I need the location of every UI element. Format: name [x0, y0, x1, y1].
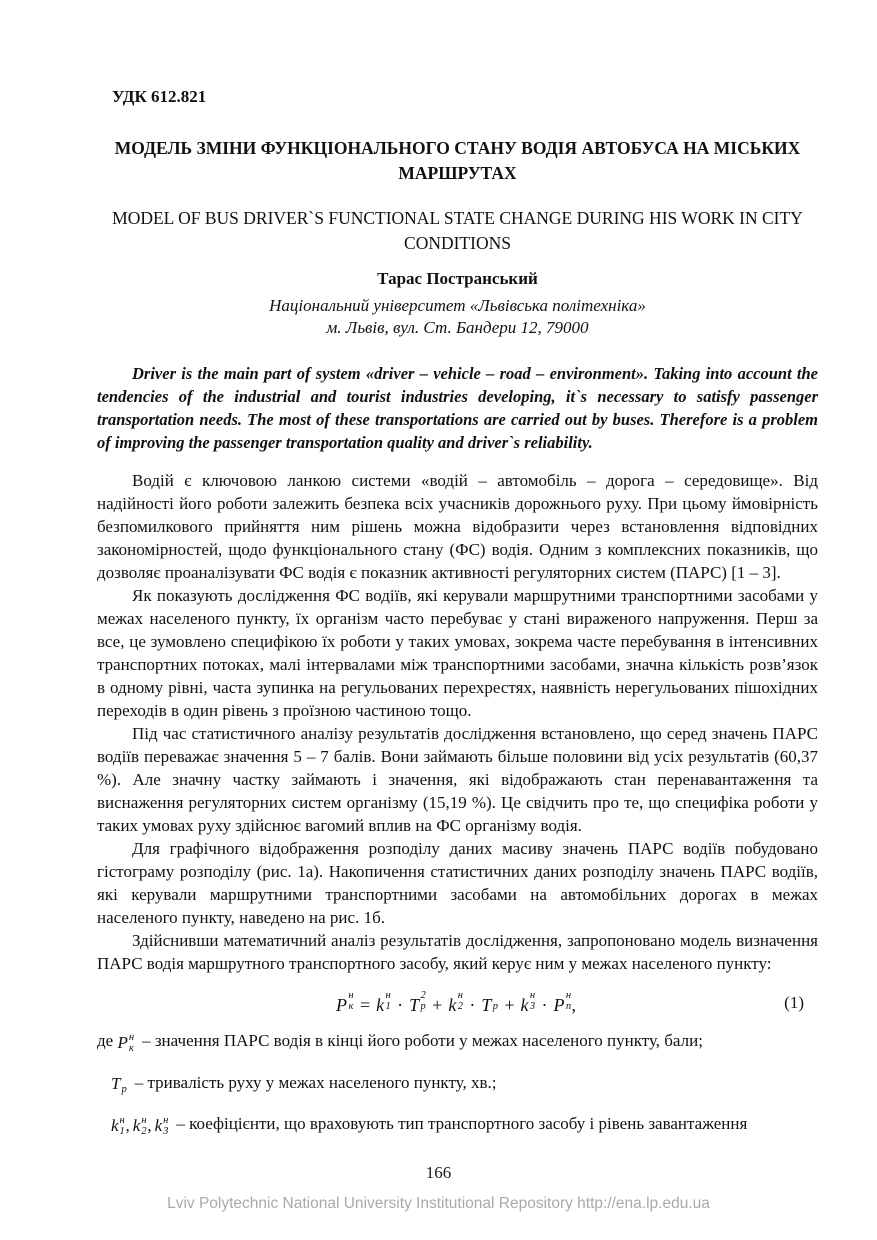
definition-text: – тривалість руху у межах населеного пункту, хв.; [134, 1072, 497, 1092]
affiliation-address: м. Львів, вул. Ст. Бандери 12, 79000 [326, 318, 589, 337]
title-ukrainian: МОДЕЛЬ ЗМІНИ ФУНКЦІОНАЛЬНОГО СТАНУ ВОДІЯ АВТОБУСА НА МІСЬКИХ МАРШРУТАХ [114, 138, 801, 183]
document-page [97, 0, 818, 1240]
body-paragraph: Водій є ключовою ланкою системи «водій – автомобіль – дорога – середовище». Від надійності його роботи залежить безпека всіх учасників дорожнього руху. При цьому ймовірність безпомилкового прийняття ним рішень можна відобразити через встановлення відповідних закономірностей, щодо функціонального стану (ФС) водія. Одним з комплексних показників, що дозволяє проаналізувати ФС водія є показник активності регуляторних систем (ПАРС) [1 – 3]. [97, 471, 818, 582]
definition-line-tr [111, 1071, 818, 1096]
symbol-k-coefficients: k н 1 , k н 2 , k н 3 [111, 1114, 169, 1137]
symbol-tr: Т р [111, 1074, 127, 1096]
formula-expression: Р н к = k н 1 · Т 2 р + k н 2 · Т р + k н 3 · Р н п , [336, 989, 576, 1015]
body-paragraph: Під час статистичного аналізу результатів дослідження встановлено, що серед значень ПАРС водіїв переважає значення 5 – 7 балів. Вони займають більше половини від усіх результатів (60,37 %). Але значну частку займають і значення, які відображають стан перенавантаження та виснаження регуляторних систем організму (15,19 %). Це свідчить про те, що специфіка роботи у таких умовах руху здійснює вагомий вплив на ФС організму водія. [97, 724, 818, 835]
body-paragraph: Як показують дослідження ФС водіїв, які керували маршрутними транспортними засобами у межах населеного пункту, їх організм часто перебуває у стані вираженого напруження. Перш за все, це зумовлено специфікою їх роботи у таких умовах, зокрема часте перебування в інтенсивних транспортних потоках, малі інтервалами між транспортними засобами, значна кількість розв’язок в одному рівні, часта зупинка на регульованих перехрестях, наявність нерегульованих пішохідних переходів в один рівень з проїзною частиною тощо. [97, 586, 818, 720]
body-paragraph: Для графічного відображення розподілу даних масиву значень ПАРС водіїв побудовано гістограму розподілу (рис. 1а). Накопичення статистичних даних розподілу значень ПАРС водіїв, які керували маршрутними транспортними засобами на автомобільних дорогах в межах населеного пункту, наведено на рис. 1б. [97, 839, 818, 927]
definition-text: – значення ПАРС водія в кінці його роботи у межах населеного пункту, бали; [142, 1031, 703, 1050]
repository-stamp: Lviv Polytechnic National University Institutional Repository http://ena.lp.edu.ua [167, 1195, 710, 1212]
page-number: 166 [425, 1163, 452, 1182]
affiliation-university: Національний університет «Львівська політехніка» [269, 296, 646, 315]
title-english: MODEL OF BUS DRIVER`S FUNCTIONAL STATE CHANGE DURING HIS WORK IN CITY CONDITIONS [112, 208, 803, 253]
abstract-english: Driver is the main part of system «driver – vehicle – road – environment». Taking into account the tendencies of the industrial and tourist industries developing, it`s necessary to satisfy passenger transportation needs. The most of these transportations are carried out by buses. Therefore is a problem of improving the passenger transportation quality and driver`s reliability. [97, 364, 818, 452]
definition-line-pk [97, 1029, 818, 1054]
formula-row [97, 987, 818, 1019]
article-body [97, 469, 818, 975]
body-paragraph: Здійснивши математичний аналіз результатів дослідження, запропоновано модель визначення ПАРС водія маршрутного транспортного засобу, який керує ним у межах населеного пункту: [97, 931, 818, 973]
udc-code: УДК 612.821 [112, 87, 207, 106]
definition-prefix: де [97, 1031, 118, 1050]
formula-number: (1) [784, 993, 804, 1012]
symbol-pk: Р н к [117, 1031, 135, 1054]
definition-text: – коефіцієнти, що враховують тип транспортного засобу і рівень завантаження [176, 1114, 748, 1134]
author-name: Тарас Постранський [377, 269, 538, 288]
definition-line-k [111, 1112, 818, 1137]
